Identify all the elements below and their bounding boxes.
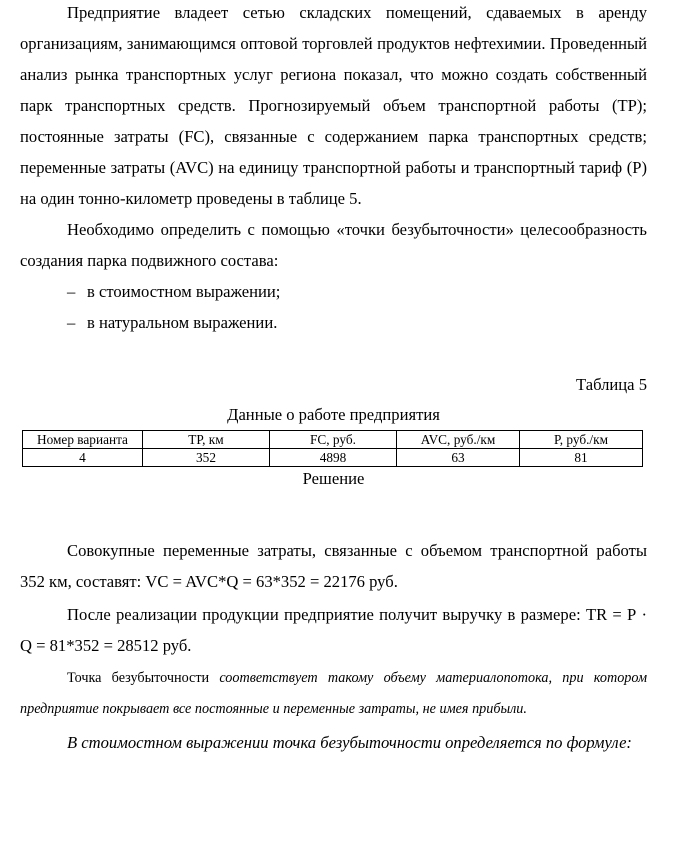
breakeven-definition: соответствует такому объему материалопотока, при котором предприятие покрывает все постоянные и переменные затраты, не имея прибыли. [20,670,647,717]
list-dash: – [67,282,76,301]
solution-paragraph-formula-intro: В стоимостном выражении точка безубыточности определяется по формуле: [67,733,632,752]
list-item-cost [20,276,647,307]
table-header-cell: AVC, руб./км [397,431,520,449]
table-number: Таблица 5 [576,375,647,394]
table-cell: 81 [520,449,643,467]
list-item-label: в стоимостном выражении; [87,282,281,301]
table-row [23,449,643,467]
table-cell: 63 [397,449,520,467]
table-header-row [23,431,643,449]
table-header-cell: FC, руб. [270,431,397,449]
list-item-label: в натуральном выражении. [87,313,278,332]
solution-paragraph-vc: Совокупные переменные затраты, связанные с объемом транспортной работы 352 км, составят: VC = AVC*Q = 63*352 = 22176 руб. [20,541,647,591]
list-item-natural [20,307,647,338]
table-caption: Данные о работе предприятия [227,405,440,424]
solution-paragraph-breakeven [20,663,647,725]
data-table [22,430,643,467]
table-header-cell: Номер варианта [23,431,143,449]
table-cell: 352 [143,449,270,467]
table-cell: 4 [23,449,143,467]
intro-paragraph-2: Необходимо определить с помощью «точки безубыточности» целесообразность создания парка подвижного состава: [20,220,647,270]
solution-paragraph-tr: После реализации продукции предприятие получит выручку в размере: TR = Р · Q = 81*352 = 28512 руб. [20,605,647,655]
table-header-cell: Р, руб./км [520,431,643,449]
spacer [20,338,647,369]
list-dash: – [67,313,76,332]
solution-heading: Решение [302,469,365,488]
intro-paragraph-1: Предприятие владеет сетью складских помещений, сдаваемых в аренду организациям, занимающимся оптовой торговлей продуктов нефтехимии. Проведенный анализ рынка транспортных услуг региона показал, что можно создать собственный парк транспортных средств. Прогнозируемый объем транспортной работы (ТР); постоянные затраты (FC), связанные с содержанием парка транспортных средств; переменные затраты (AVC) на единицу транспортной работы и транспортный тариф (Р) на один тонно-километр проведены в таблице 5. [20,3,647,208]
spacer [20,491,647,535]
table-cell: 4898 [270,449,397,467]
breakeven-term: Точка безубыточности [67,670,210,686]
table-header-cell: ТР, км [143,431,270,449]
